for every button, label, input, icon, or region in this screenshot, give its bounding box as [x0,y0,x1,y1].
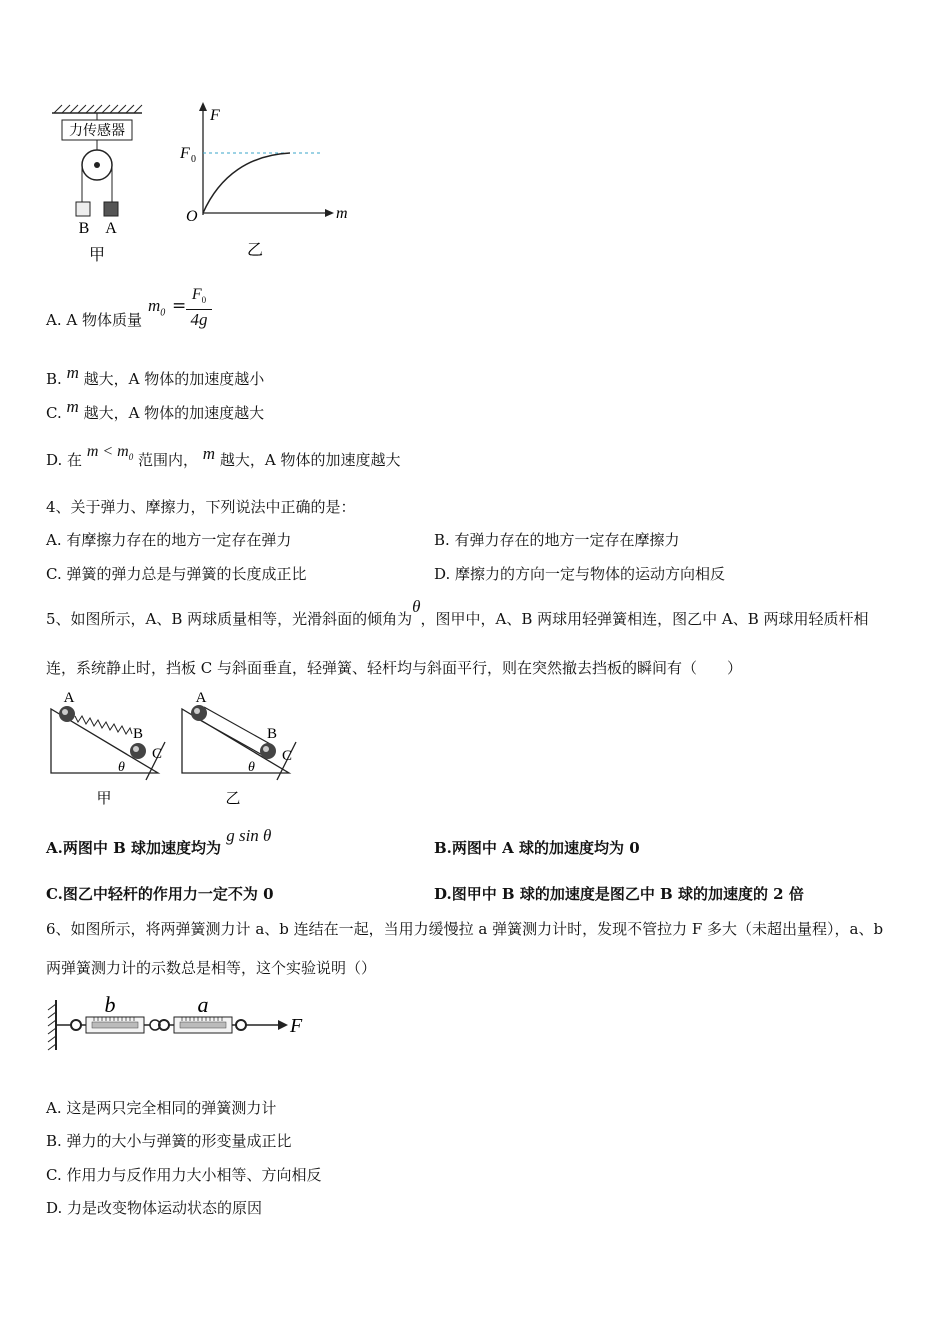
f0-label: F [180,145,190,162]
q5-option-d: D.图甲中 B 球的加速度是图乙中 B 球的加速度的 2 倍 [434,885,804,903]
q6-stem-line1: 6、如图所示，将两弹簧测力计 a、b 连结在一起，当用力缓慢拉 a 弹簧测力计时，发现不管拉力 F 多大（未超出量程），a、b [46,920,884,938]
scale-a-label: a [197,992,209,1017]
incline1-c-label: C [152,746,163,762]
figure-spring-scales [42,992,322,1057]
q5-stem-line2: 连，系统静止时，挡板 C 与斜面垂直，轻弹簧、轻杆均与斜面平行，则在突然撤去挡板的瞬间有（ ） [46,659,743,677]
q6-option-b: B. 弹力的大小与弹簧的形变量成正比 [46,1132,292,1150]
q4-option-b: B. 有弹力存在的地方一定存在摩擦力 [434,531,680,549]
figure-inclines [40,686,310,811]
q4-option-d: D. 摩擦力的方向一定与物体的运动方向相反 [434,565,726,583]
origin-label: O [186,208,198,225]
caption-incline-yi: 乙 [225,789,241,807]
axis-f-label: F [210,107,220,124]
q3-option-c: C. m 越大，A 物体的加速度越大 [46,397,265,422]
q4-option-c: C. 弹簧的弹力总是与弹簧的长度成正比 [46,565,307,583]
q6-option-a: A. 这是两只完全相同的弹簧测力计 [46,1099,277,1117]
axis-m-label: m [336,205,348,222]
q3-option-b: B. m 越大，A 物体的加速度越小 [46,363,265,388]
incline2-b-label: B [266,726,278,742]
q6-stem-line2: 两弹簧测力计的示数总是相等，这个实验说明（） [46,959,377,977]
q3-option-a: A. A 物体质量 [46,311,142,329]
block-b-label: B [78,220,90,237]
q3-a-fraction: $F_0$ 4g [186,286,212,330]
q5-stem-line1: 5、如图所示，A、B 两球质量相等，光滑斜面的倾角为θ，图甲中，A、B 两球用轻弹簧相连，图乙中 A、B 两球用轻质杆相 [46,597,869,628]
caption-incline-jia: 甲 [96,789,112,807]
q6-option-d: D. 力是改变物体运动状态的原因 [46,1199,263,1217]
sensor-label: 力传感器 [69,123,125,139]
q5-option-a: A.两图中 B 球加速度均为 g sin θ [46,826,272,857]
caption-jia: 甲 [88,245,106,264]
block-a-label: A [105,220,117,237]
incline1-a-label: A [63,690,75,706]
caption-yi: 乙 [246,240,264,259]
incline2-theta: θ [248,760,255,775]
q3-a-m0: $m_0$ [148,296,166,319]
q4-option-a: A. 有摩擦力存在的地方一定存在弹力 [46,531,292,549]
incline2-c-label: C [282,748,293,764]
figure-force-sensor [40,95,370,270]
scale-b-label: b [104,992,116,1017]
q4-stem: 4、关于弹力、摩擦力，下列说法中正确的是： [46,498,356,516]
force-f-label: F [290,1015,303,1037]
incline1-theta: θ [118,760,125,775]
q3-a-equals: = [172,296,187,316]
q5-option-c: C.图乙中轻杆的作用力一定不为 0 [46,885,274,903]
q5-option-b: B.两图中 A 球的加速度均为 0 [434,839,640,857]
incline1-b-label: B [132,726,144,742]
f0-subscript: 0 [191,154,196,165]
q6-option-c: C. 作用力与反作用力大小相等、方向相反 [46,1166,322,1184]
incline2-a-label: A [195,690,207,706]
q3-option-d: D. 在 $m < m_0$ 范围内， m 越大，A 物体的加速度越大 [46,443,401,469]
